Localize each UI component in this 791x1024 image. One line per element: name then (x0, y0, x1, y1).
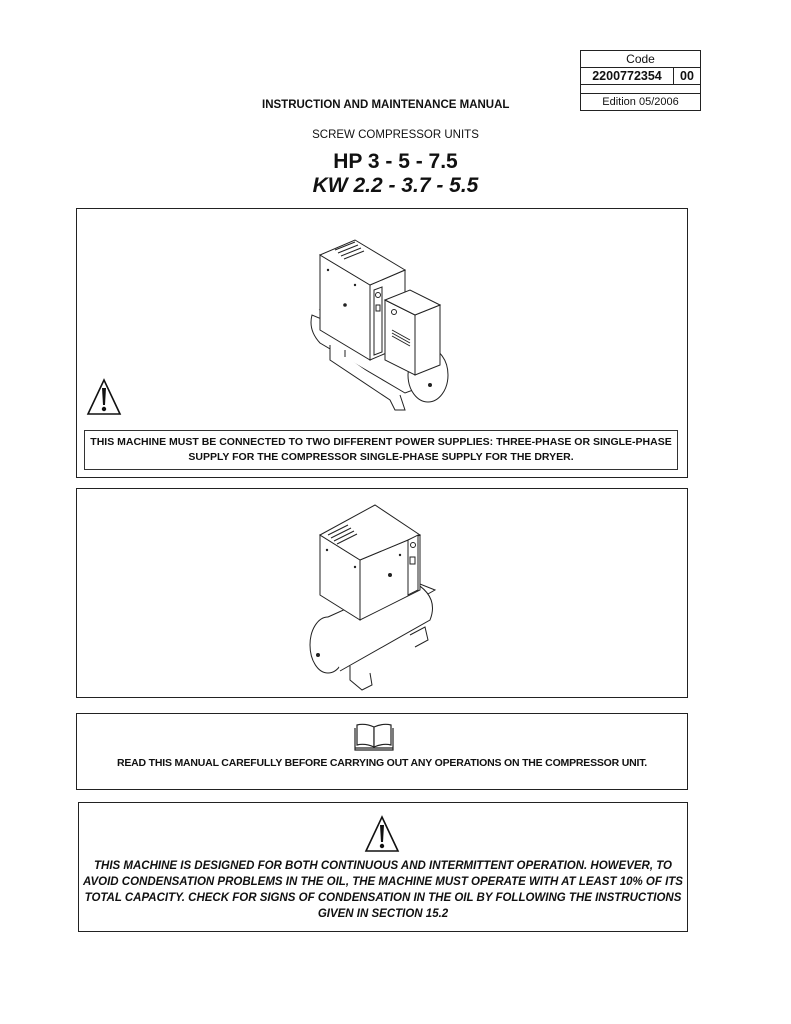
code-box (580, 50, 701, 111)
subtitle: SCREW COMPRESSOR UNITS (312, 129, 479, 141)
code-row (581, 68, 700, 85)
operation-warning-text: THIS MACHINE IS DESIGNED FOR BOTH CONTINUOUS AND INTERMITTENT OPERATION. HOWEVER, TO AVOID CONDENSATION PROBLEMS IN THE OIL, THE MACHINE MUST OPERATE WITH AT LEAST 10% OF ITS TOTAL CAPACITY. CHECK FOR SIGNS OF CONDENSATION IN THE OIL BY FOLLOWING THE INSTRUCTIONS GIVEN IN SECTION 15.2 (83, 860, 683, 920)
warning-triangle-icon (86, 378, 122, 416)
read-manual-text: READ THIS MANUAL CAREFULLY BEFORE CARRYING OUT ANY OPERATIONS ON THE COMPRESSOR UNIT. (116, 757, 647, 769)
model-kw: KW 2.2 - 3.7 - 5.5 (312, 174, 479, 197)
power-supply-notice: THIS MACHINE MUST BE CONNECTED TO TWO DIFFERENT POWER SUPPLIES: THREE-PHASE OR SINGLE-PHASE SUPPLY FOR THE COMPRESSOR SINGLE-PHASE SUPPLY FOR THE DRYER. (84, 430, 678, 470)
compressor-with-dryer-illustration (300, 215, 460, 415)
code-blank-row (581, 85, 700, 94)
code-revision: 00 (680, 69, 694, 83)
code-label: Code (581, 51, 700, 68)
warning-triangle-icon (364, 815, 400, 853)
open-book-icon (353, 722, 395, 752)
compressor-illustration (300, 495, 450, 695)
edition: Edition 05/2006 (602, 96, 679, 108)
model-hp: HP 3 - 5 - 7.5 (333, 150, 458, 173)
code-number: 2200772354 (581, 68, 674, 84)
manual-title: INSTRUCTION AND MAINTENANCE MANUAL (262, 99, 510, 111)
